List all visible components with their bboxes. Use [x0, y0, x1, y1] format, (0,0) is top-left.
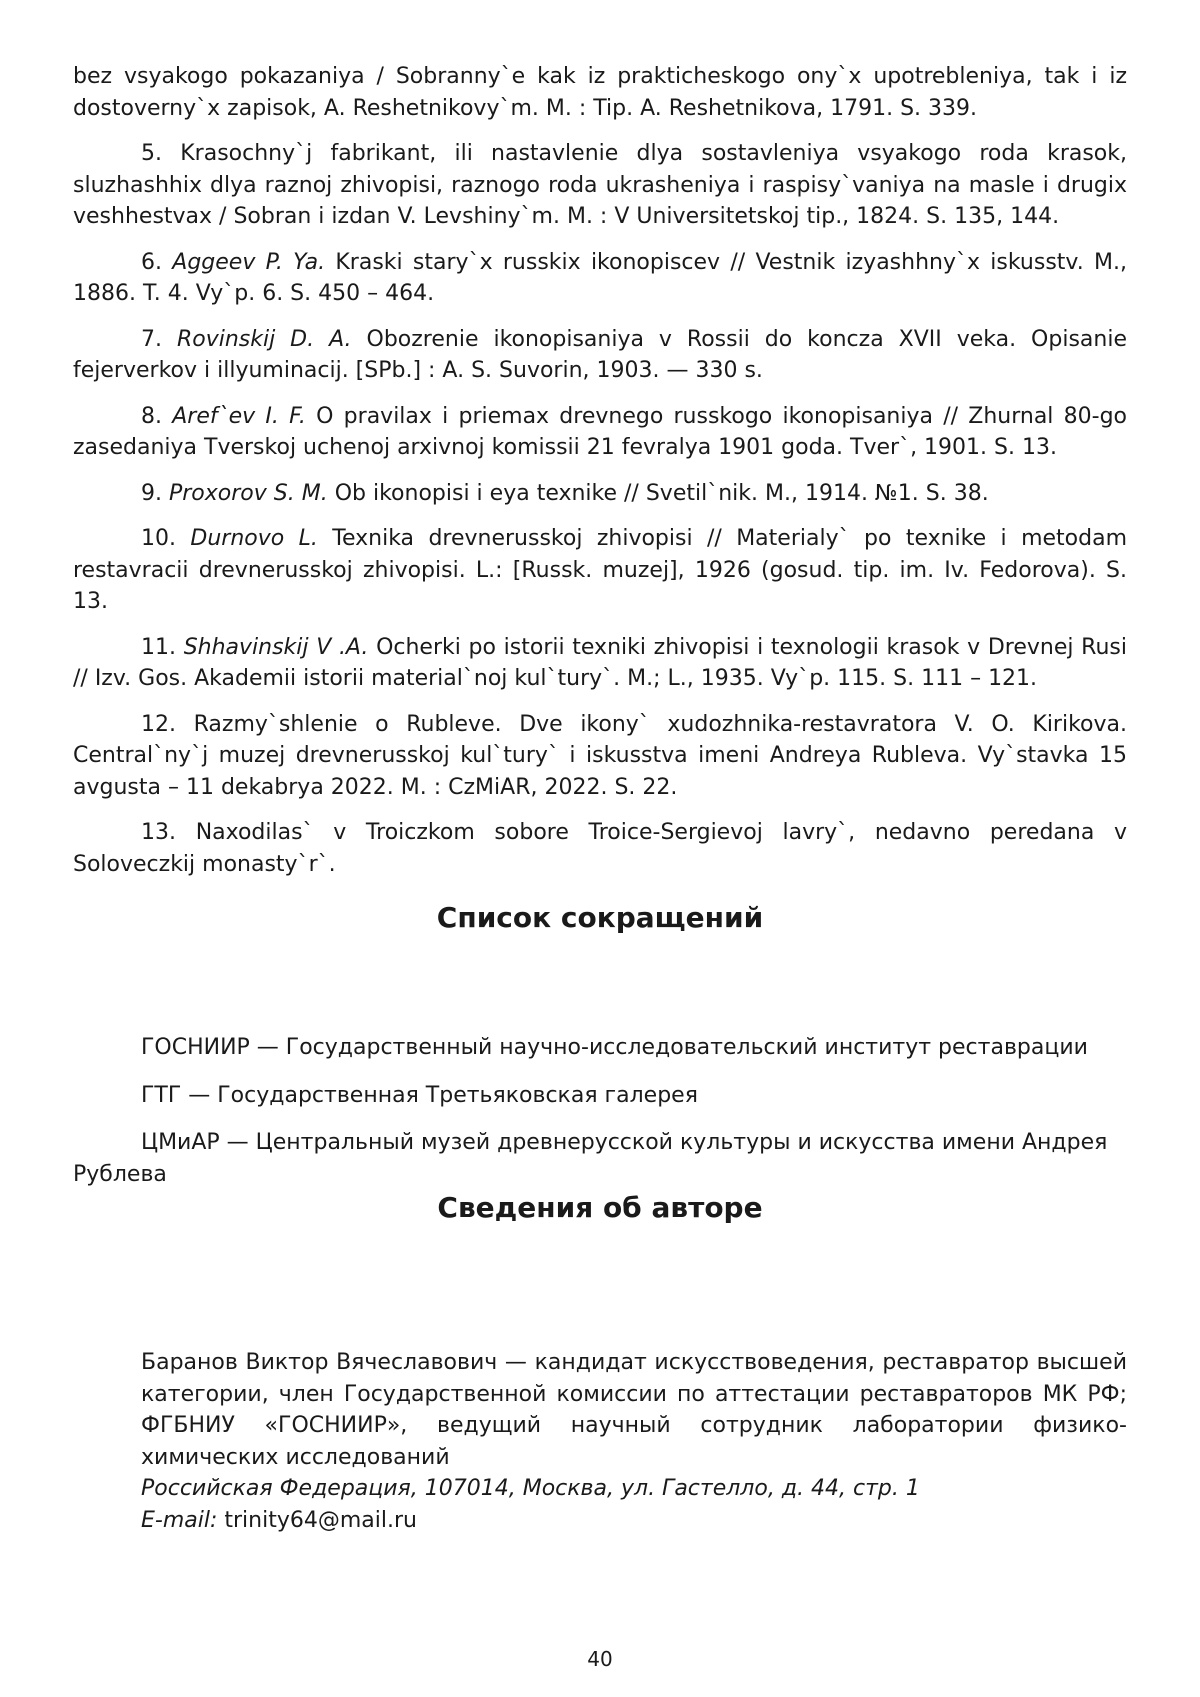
reference-item: [73, 138, 1127, 233]
reference-item: [73, 523, 1127, 618]
reference-item: [73, 709, 1127, 804]
reference-number: 13.: [141, 820, 176, 845]
reference-number: 7.: [141, 326, 162, 352]
abbreviation-item: ГТГ — Государственная Третьяковская галерея: [141, 1082, 698, 1108]
reference-author: Shhavinskij V .A.: [183, 634, 369, 660]
reference-number: 8.: [141, 403, 162, 429]
author-info-heading: Сведения об авторе: [437, 1191, 763, 1224]
reference-number: 12.: [141, 711, 176, 737]
author-info-block: [141, 1347, 1127, 1536]
author-email-line: [141, 1505, 1127, 1537]
reference-text: Obozrenie ikonopisaniya v Rossii do koncza XVII veka. Opisanie fejerverkov i illyuminacij. [SPb.] : A. S. Suvorin, 1903. — 330 s.: [73, 326, 1127, 383]
reference-text: Kraski stary`x russkix ikonopiscev // Vestnik izyashhny`x iskusstv. M., 1886. T. 4. Vy`p. 6. S. 450 – 464.: [73, 249, 1127, 306]
author-bio: Баранов Виктор Вячеславович — кандидат искусствоведения, реставратор высшей категории, член Государственной комиссии по аттестации реставраторов МК РФ; ФГБНИУ «ГОСНИИР», ведущий научный сотрудник лаборатории физико-химических исследований: [141, 1350, 1127, 1470]
reference-text: Naxodilas` v Troiczkom sobore Troice-Sergievoj lavry`, nedavno peredana v Soloveczkij monasty`r`.: [73, 820, 1128, 877]
page-number: 40: [587, 1647, 613, 1671]
reference-text: O pravilax i priemax drevnego russkogo ikonopisaniya // Zhurnal 80-go zasedaniya Tverskoj uchenoj arxivnoj komissii 21 fevralya 1901 goda. Tver`, 1901. S. 13.: [73, 403, 1127, 460]
reference-item: [73, 247, 1127, 310]
reference-number: 5.: [141, 141, 162, 166]
reference-item: [73, 478, 1127, 510]
reference-author: Proxorov S. M.: [169, 480, 328, 506]
reference-text: Razmy`shlenie o Rubleve. Dve ikony` xudozhnika-restavratora V. O. Kirikova. Central`ny`j muzej drevnerusskoj kul`tury` i iskusstva imeni Andreya Rubleva. Vy`stavka 15 avgusta – 11 dekabrya 2022. M. : CzMiAR, 2022. S. 22.: [73, 711, 1127, 800]
reference-author: Rovinskij D. A.: [176, 326, 352, 352]
reference-number: 9.: [141, 480, 162, 506]
reference-item: [73, 632, 1127, 695]
reference-item: [73, 401, 1127, 464]
email-label: E-mail:: [141, 1507, 218, 1533]
abbreviation-item: ГОСНИИР — Государственный научно-исследовательский институт реставрации: [141, 1035, 1088, 1060]
reference-author: Aref`ev I. F.: [172, 403, 306, 429]
reference-number: 10.: [141, 526, 176, 551]
reference-author: Aggeev P. Ya.: [172, 249, 326, 275]
reference-item: [73, 61, 1127, 124]
author-address: Российская Федерация, 107014, Москва, ул. Гастелло, д. 44, стр. 1: [141, 1476, 920, 1501]
abbreviations-heading: Список сокращений: [436, 901, 764, 934]
reference-text: Ob ikonopisi i eya texnike // Svetil`nik. M., 1914. №1. S. 38.: [334, 480, 989, 506]
abbreviation-item: ЦМиАР — Центральный музей древнерусской культуры и искусства имени Андрея Рублева: [73, 1130, 1108, 1187]
reference-text: bez vsyakogo pokazaniya / Sobranny`e kak iz prakticheskogo ony`x upotrebleniya, tak i iz dostoverny`x zapisok, A. Reshetnikovy`m. M. : Tip. A. Reshetnikova, 1791. S. 339.: [73, 64, 1127, 121]
reference-item: [73, 324, 1127, 387]
reference-author: Durnovo L.: [190, 526, 318, 551]
author-email: trinity64@mail.ru: [224, 1507, 417, 1533]
reference-text: Ocherki po istorii texniki zhivopisi i texnologii krasok v Drevnej Rusi // Izv. Gos. Akademii istorii material`noj kul`tury`. M.; L., 1935. Vy`p. 115. S. 111 – 121.: [73, 634, 1127, 691]
abbreviations-list: [73, 1032, 1127, 1206]
reference-text: Texnika drevnerusskoj zhivopisi // Materialy` po texnike i metodam restavracii drevnerusskoj zhivopisi. L.: [Russk. muzej], 1926 (gosud. tip. im. Iv. Fedorova). S. 13.: [73, 526, 1127, 614]
reference-number: 6.: [141, 249, 162, 275]
reference-text: Krasochny`j fabrikant, ili nastavlenie dlya sostavleniya vsyakogo roda krasok, sluzhashhix dlya raznoj zhivopisi, raznogo roda ukrasheniya i raspisy`vaniya na masle i drugix veshhestvax / Sobran i izdan V. Levshiny`m. M. : V Universitetskoj tip., 1824. S. 135, 144.: [73, 141, 1127, 229]
reference-number: 11.: [141, 634, 176, 660]
reference-list: [73, 61, 1127, 894]
reference-item: [73, 817, 1127, 880]
